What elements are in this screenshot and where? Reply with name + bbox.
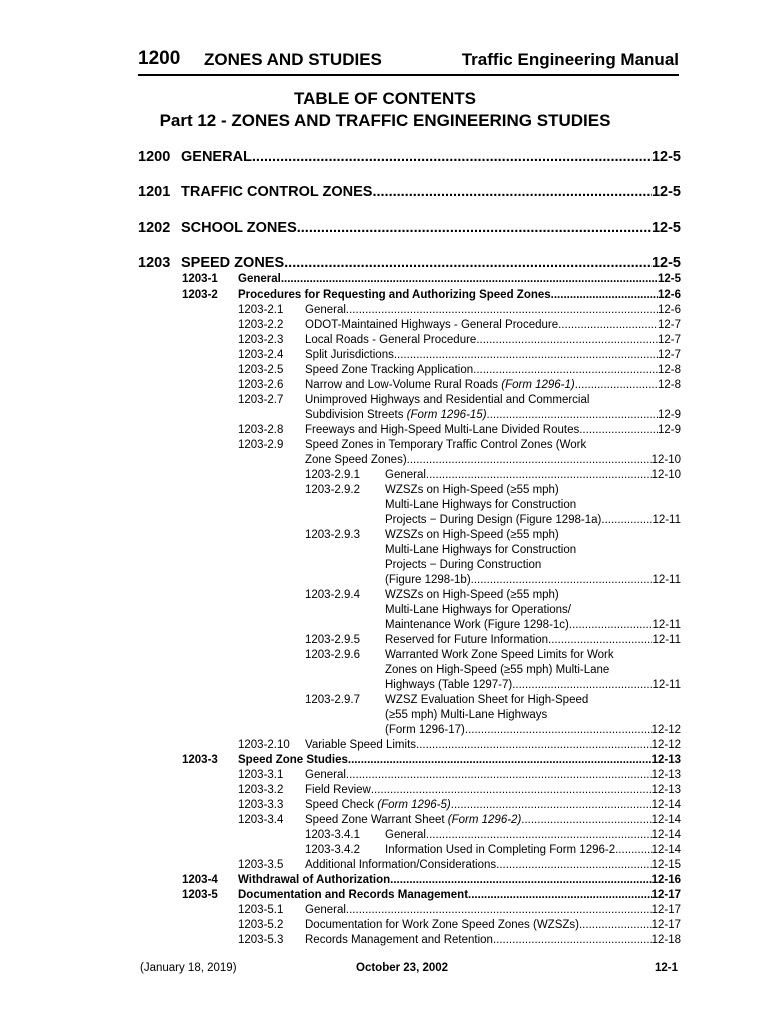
toc-entry-number: 1203-1 [182, 273, 218, 285]
toc-entry-number: 1203-2.2 [238, 319, 284, 331]
toc-entry-title: Information Used in Completing Form 1296-2 [385, 844, 616, 856]
toc-entry-1203-2-10[interactable] [238, 739, 681, 751]
dot-leader [416, 739, 652, 751]
dot-leader [297, 220, 652, 236]
toc-entry-1201[interactable] [138, 184, 681, 200]
dot-leader [493, 934, 652, 946]
toc-entry-number: 1203-4 [182, 874, 218, 886]
toc-entry-1203[interactable] [138, 255, 681, 271]
toc-entry-page: 12-6 [657, 304, 681, 316]
dot-leader [451, 799, 652, 811]
toc-entry-1203-4[interactable] [182, 874, 681, 886]
toc-entry-1203-2-9-6[interactable] [385, 679, 681, 691]
dot-leader [346, 769, 652, 781]
footer-page-number: 12-1 [654, 962, 678, 974]
dot-leader [371, 784, 652, 796]
dot-leader [372, 184, 652, 200]
header-manual-title: Traffic Engineering Manual [461, 50, 679, 69]
toc-entry-1203-2-9-2-line2: Multi-Lane Highways for Construction [385, 499, 577, 511]
toc-entry-page: 12-13 [651, 754, 681, 766]
toc-entry-number: 1203-3.4.1 [305, 829, 360, 841]
toc-entry-title: Zone Speed Zones) [305, 454, 407, 466]
toc-entry-number: 1203-2.9.1 [305, 469, 360, 481]
dot-leader [487, 409, 658, 421]
toc-entry-page: 12-12 [651, 739, 681, 751]
toc-entry-page: 12-17 [651, 904, 681, 916]
toc-entry-1203-2-5[interactable] [238, 364, 681, 376]
toc-entry-1203-5-3[interactable] [238, 934, 681, 946]
toc-entry-1203-2-9-4-number: 1203-2.9.4 [305, 589, 360, 601]
toc-entry-title: ODOT-Maintained Highways - General Procedure [305, 319, 559, 331]
toc-entry-title: Reserved for Future Information [385, 634, 548, 646]
dot-leader [551, 289, 658, 301]
toc-entry-title: Documentation for Work Zone Speed Zones (WZSZs) [305, 919, 579, 931]
toc-entry-title: Variable Speed Limits [305, 739, 417, 751]
dot-leader [465, 724, 652, 736]
toc-entry-1203-2-9-4-line2: Multi-Lane Highways for Operations/ [385, 604, 571, 616]
toc-entry-1203-2-9-number: 1203-2.9 [238, 439, 284, 451]
dot-leader [615, 844, 651, 856]
toc-entry-title: (Form 1296-17) [385, 724, 465, 736]
toc-entry-1203-3-3[interactable] [238, 799, 681, 811]
dot-leader [476, 334, 658, 346]
dot-leader [281, 273, 658, 285]
header-part-number: 1200 [138, 48, 181, 69]
toc-entry-number: 1203 [138, 255, 171, 271]
toc-entry-number: 1203-5.3 [238, 934, 284, 946]
toc-entry-1203-2-1[interactable] [238, 304, 681, 316]
toc-entry-number: 1202 [138, 220, 171, 236]
toc-entry-title: Freeways and High-Speed Multi-Lane Divided Routes [305, 424, 580, 436]
toc-entry-number: 1203-5 [182, 889, 218, 901]
toc-heading: TABLE OF CONTENTS [294, 89, 476, 108]
toc-entry-page: 12-9 [657, 409, 681, 421]
toc-entry-title: Subdivision Streets (Form 1296-15) [305, 409, 487, 421]
toc-entry-1202[interactable] [138, 220, 681, 236]
toc-entry-page: 12-14 [651, 814, 681, 826]
toc-entry-1203-2-9-3-number: 1203-2.9.3 [305, 529, 360, 541]
header-section-title: ZONES AND STUDIES [204, 50, 382, 69]
toc-entry-title: Projects − During Design (Figure 1298-1a) [385, 514, 602, 526]
dot-leader [394, 349, 658, 361]
toc-entry-1203-3-4-2[interactable] [305, 844, 681, 856]
toc-entry-1203-2-9-3-line2: Multi-Lane Highways for Construction [385, 544, 577, 556]
dot-leader [548, 634, 652, 646]
dot-leader [468, 889, 652, 901]
dot-leader [346, 304, 658, 316]
toc-entry-page: 12-12 [651, 724, 681, 736]
toc-entry-1203-3-2[interactable] [238, 784, 681, 796]
toc-entry-page: 12-7 [657, 319, 681, 331]
toc-entry-page: 12-5 [651, 184, 681, 200]
toc-entry-1203-3-1[interactable] [238, 769, 681, 781]
dot-leader [473, 364, 658, 376]
toc-entry-1203-2-9-7[interactable] [385, 724, 681, 736]
toc-entry-title: Speed Check (Form 1296-5) [305, 799, 451, 811]
toc-entry-1203-5[interactable] [182, 889, 681, 901]
toc-entry-1203-2-8[interactable] [238, 424, 681, 436]
toc-entry-1203-2-9-4[interactable] [385, 619, 681, 631]
toc-entry-1203-2-7[interactable] [305, 409, 681, 421]
toc-entry-number: 1203-2.8 [238, 424, 284, 436]
toc-entry-1203-2-9-7-number: 1203-2.9.7 [305, 694, 360, 706]
toc-entry-page: 12-8 [657, 379, 681, 391]
toc-entry-1203-2-9-1[interactable] [305, 469, 681, 481]
toc-entry-number: 1203-2 [182, 289, 218, 301]
toc-entry-1203-2-9-7-line1: WZSZ Evaluation Sheet for High-Speed [385, 694, 589, 706]
toc-entry-number: 1203-2.10 [238, 739, 290, 751]
toc-entry-1203-2-9-6-number: 1203-2.9.6 [305, 649, 360, 661]
toc-entry-1203-5-1[interactable] [238, 904, 681, 916]
toc-entry-title: (Figure 1298-1b) [385, 574, 471, 586]
toc-entry-1203-3-5[interactable] [238, 859, 681, 871]
toc-entry-1203-2-9[interactable] [305, 454, 681, 466]
toc-entry-1203-2-9-6-line1: Warranted Work Zone Speed Limits for Work [385, 649, 614, 661]
toc-entry-1203-3-4-1[interactable] [305, 829, 681, 841]
toc-entry-title: General [305, 304, 346, 316]
toc-entry-page: 12-5 [651, 149, 681, 165]
dot-leader [426, 829, 652, 841]
dot-leader [284, 255, 652, 271]
toc-entry-number: 1203-3.1 [238, 769, 284, 781]
toc-entry-page: 12-6 [657, 289, 681, 301]
toc-entry-page: 12-11 [652, 574, 681, 586]
toc-entry-page: 12-5 [651, 255, 681, 271]
page-header [138, 48, 679, 76]
dot-leader [471, 574, 653, 586]
toc-entry-page: 12-13 [651, 784, 681, 796]
toc-entry-page: 12-10 [651, 454, 681, 466]
dot-leader [569, 619, 653, 631]
toc-entry-page: 12-17 [651, 889, 681, 901]
toc-entry-title: Field Review [305, 784, 371, 796]
toc-entry-1203-2-9-3-line3: Projects − During Construction [385, 559, 542, 571]
toc-entry-1203-2-7-line1: Unimproved Highways and Residential and Commercial [305, 394, 590, 406]
part-heading: Part 12 - ZONES AND TRAFFIC ENGINEERING STUDIES [159, 111, 611, 130]
toc-entry-page: 12-16 [651, 874, 681, 886]
dot-leader [426, 469, 652, 481]
toc-entry-title: General [305, 769, 346, 781]
toc-entry-page: 12-11 [652, 514, 681, 526]
toc-entry-page: 12-7 [657, 349, 681, 361]
dot-leader [601, 514, 652, 526]
toc-entry-number: 1203-5.1 [238, 904, 284, 916]
toc-entry-page: 12-11 [652, 634, 681, 646]
toc-entry-1203-2[interactable] [182, 289, 681, 301]
toc-entry-page: 12-11 [652, 679, 681, 691]
toc-entry-1203-2-9-4-line1: WZSZs on High-Speed (≥55 mph) [385, 589, 559, 601]
toc-entry-1203-2-2[interactable] [238, 319, 681, 331]
toc-entry-1203-3[interactable] [182, 754, 681, 766]
toc-entry-page: 12-11 [652, 619, 681, 631]
toc-entry-number: 1203-3.3 [238, 799, 284, 811]
toc-entry-title: Speed Zone Warrant Sheet (Form 1296-2) [305, 814, 522, 826]
dot-leader [346, 904, 652, 916]
dot-leader [496, 859, 651, 871]
toc-entry-page: 12-14 [651, 829, 681, 841]
toc-entry-1203-2-3[interactable] [238, 334, 681, 346]
footer-revision-date: (January 18, 2019) [140, 962, 237, 974]
toc-entry-title: SPEED ZONES [181, 255, 285, 271]
toc-entry-title: Local Roads - General Procedure [305, 334, 477, 346]
dot-leader [348, 754, 652, 766]
toc-entry-page: 12-14 [651, 799, 681, 811]
toc-entry-1203-2-9-2-line1: WZSZs on High-Speed (≥55 mph) [385, 484, 559, 496]
toc-entry-number: 1203-2.5 [238, 364, 284, 376]
toc-entry-page: 12-7 [657, 334, 681, 346]
toc-entry-title: Withdrawal of Authorization [238, 874, 391, 886]
toc-entry-page: 12-10 [651, 469, 681, 481]
toc-entry-title: Additional Information/Considerations [305, 859, 497, 871]
dot-leader [579, 919, 652, 931]
toc-entry-title: Speed Zone Tracking Application [305, 364, 474, 376]
toc-entry-title: General [238, 273, 281, 285]
toc-entry-title: SCHOOL ZONES [181, 220, 297, 236]
toc-entry-1203-5-2[interactable] [238, 919, 681, 931]
toc-entry-title: Highways (Table 1297-7) [385, 679, 513, 691]
toc-entry-title: Narrow and Low-Volume Rural Roads (Form 1296-1) [305, 379, 575, 391]
toc-entry-number: 1203-3 [182, 754, 218, 766]
dot-leader [407, 454, 652, 466]
dot-leader [390, 874, 651, 886]
toc-entry-number: 1203-2.3 [238, 334, 284, 346]
toc-entry-page: 12-9 [657, 424, 681, 436]
toc-entry-page: 12-5 [651, 220, 681, 236]
toc-entry-number: 1203-2.6 [238, 379, 284, 391]
toc-entry-title: Maintenance Work (Figure 1298-1c) [385, 619, 569, 631]
toc-entry-1203-1[interactable] [182, 273, 681, 285]
toc-entry-number: 1203-3.2 [238, 784, 284, 796]
toc-entry-1200[interactable] [138, 149, 681, 165]
toc-entry-number: 1203-3.4 [238, 814, 284, 826]
dot-leader [575, 379, 658, 391]
toc-entry-1203-3-4[interactable] [238, 814, 681, 826]
toc-entry-title: GENERAL [181, 149, 252, 165]
toc-entry-page: 12-5 [657, 273, 681, 285]
toc-entry-page: 12-8 [657, 364, 681, 376]
toc-entry-1203-2-9-6-line2: Zones on High-Speed (≥55 mph) Multi-Lane [385, 664, 610, 676]
toc-entry-1203-2-6[interactable] [238, 379, 681, 391]
toc-entry-number: 1203-2.4 [238, 349, 284, 361]
toc-entry-title: TRAFFIC CONTROL ZONES [181, 184, 373, 200]
toc-entry-page: 12-15 [651, 859, 681, 871]
dot-leader [558, 319, 658, 331]
toc-entry-1203-2-9-5[interactable] [305, 634, 681, 646]
toc-entry-title: General [385, 469, 426, 481]
toc-entry-1203-2-9-3-line1: WZSZs on High-Speed (≥55 mph) [385, 529, 559, 541]
toc-entry-1203-2-9-line1: Speed Zones in Temporary Traffic Control Zones (Work [305, 439, 587, 451]
dot-leader [512, 679, 652, 691]
toc-entry-page: 12-13 [651, 769, 681, 781]
dot-leader [579, 424, 658, 436]
toc-entry-page: 12-17 [651, 919, 681, 931]
toc-entry-title: Records Management and Retention [305, 934, 493, 946]
toc-entry-number: 1203-5.2 [238, 919, 284, 931]
footer-issue-date: October 23, 2002 [356, 962, 449, 974]
toc-entry-title: Speed Zone Studies [238, 754, 348, 766]
toc-entry-title: Procedures for Requesting and Authorizing Speed Zones [238, 289, 551, 301]
toc-entry-number: 1203-2.1 [238, 304, 284, 316]
toc-entry-number: 1203-3.4.2 [305, 844, 360, 856]
toc-entry-1203-2-9-3[interactable] [385, 574, 681, 586]
toc-entry-page: 12-18 [651, 934, 681, 946]
toc-entry-1203-2-9-7-line2: (≥55 mph) Multi-Lane Highways [385, 709, 548, 721]
toc-entry-title: General [385, 829, 426, 841]
toc-entry-1203-2-9-2[interactable] [385, 514, 681, 526]
toc-entry-1203-2-4[interactable] [238, 349, 681, 361]
toc-entry-1203-2-7-number: 1203-2.7 [238, 394, 284, 406]
toc-entry-title: General [305, 904, 346, 916]
toc-entry-number: 1200 [138, 149, 171, 165]
toc-entry-title: Documentation and Records Management [238, 889, 469, 901]
toc-entry-title: Split Jurisdictions [305, 349, 394, 361]
toc-entry-number: 1203-2.9.5 [305, 634, 360, 646]
dot-leader [521, 814, 651, 826]
toc-entry-1203-2-9-2-number: 1203-2.9.2 [305, 484, 360, 496]
toc-entry-number: 1203-3.5 [238, 859, 284, 871]
dot-leader [252, 149, 652, 165]
toc-entry-number: 1201 [138, 184, 171, 200]
toc-entry-page: 12-14 [651, 844, 681, 856]
